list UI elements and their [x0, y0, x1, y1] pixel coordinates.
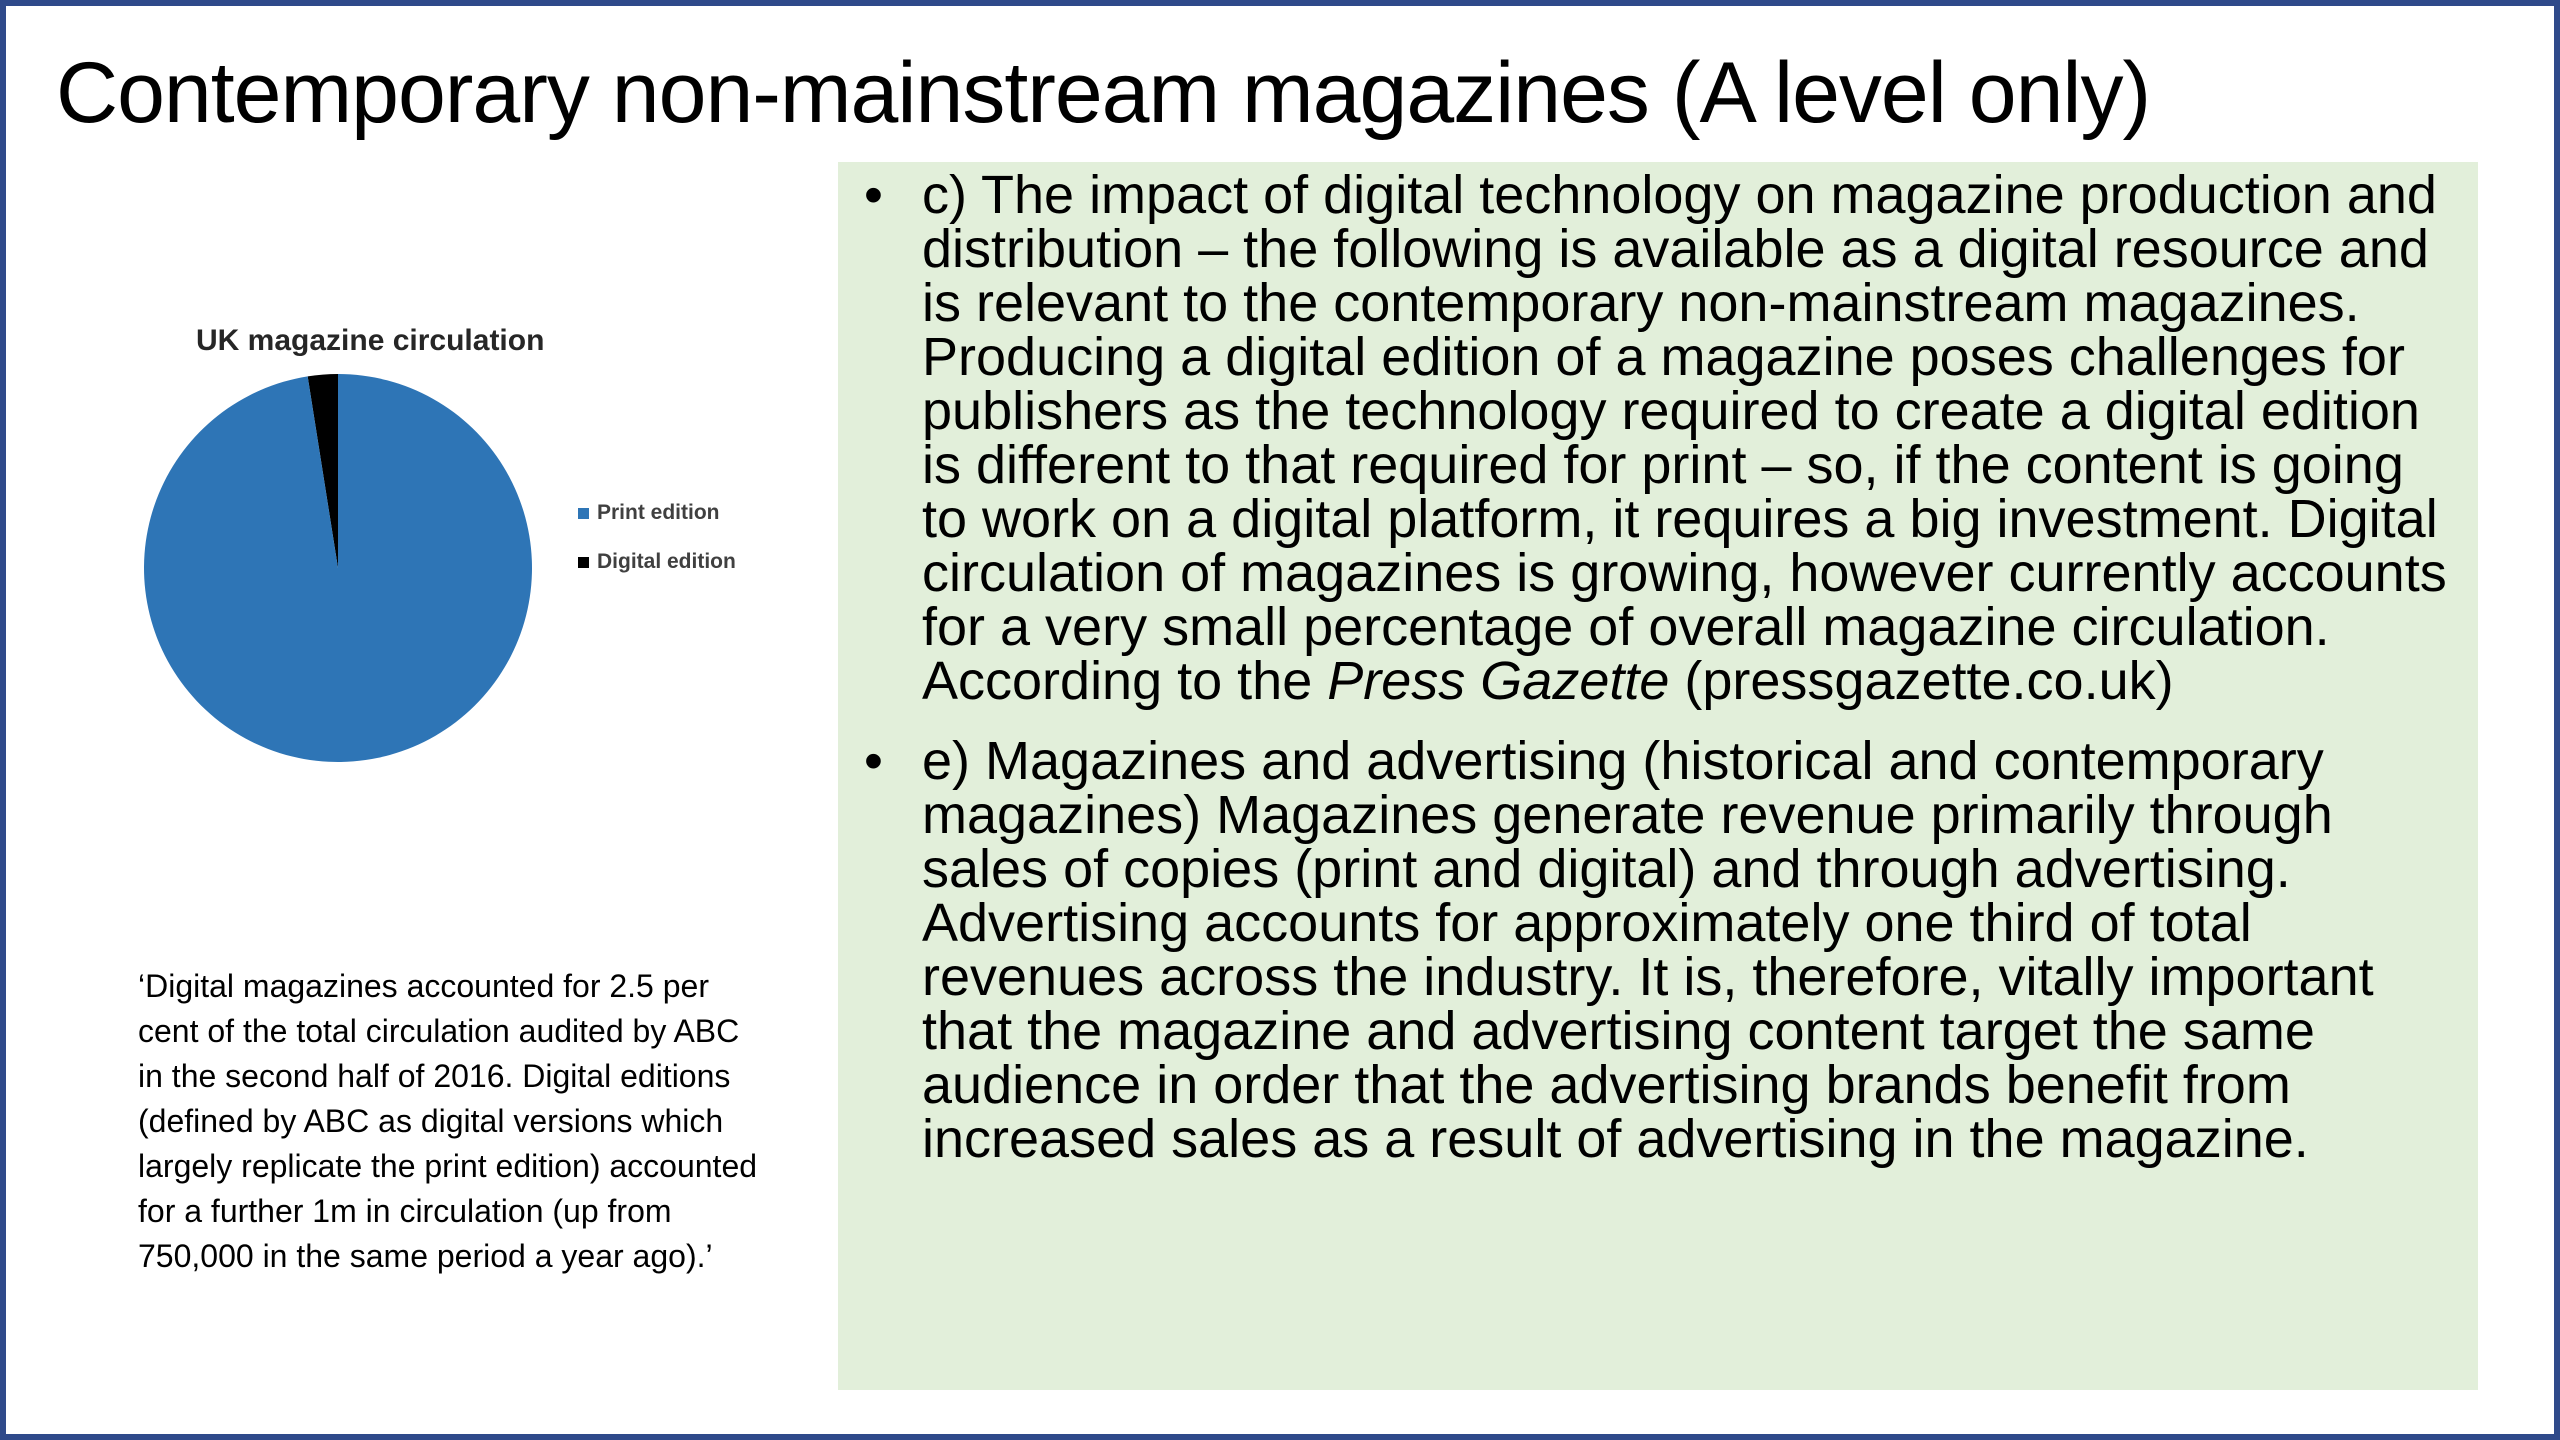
- slide-title: Contemporary non-mainstream magazines (A level only): [56, 45, 2151, 141]
- bullet-dot: •: [864, 731, 883, 791]
- legend-item-digital: [578, 547, 736, 577]
- bullet-advertising: [854, 731, 2458, 1169]
- legend-swatch-print: [578, 508, 589, 519]
- chart-legend: [578, 498, 736, 596]
- content-box: [838, 162, 2478, 1390]
- chart-title: UK magazine circulation: [196, 324, 545, 357]
- legend-item-print: [578, 498, 736, 528]
- quote-text: ‘Digital magazines accounted for 2.5 per cent of the total circulation audited by ABC in the second half of 2016. Digital editions (defined by ABC as digital versions which largely replicate the print edition) accounted for a further 1m in circulation (up from 750,000 in the same period a year ago).’: [138, 968, 758, 1274]
- legend-label-print: Print edition: [597, 501, 720, 524]
- pie-chart: [116, 306, 796, 806]
- bullet-text: e) Magazines and advertising (historical and contemporary magazines) Magazines generate revenue primarily through sales of copies (print and digital) and through advertising. Advertising accounts for approximately one third of total revenues across the industry. It is, therefore, vitally important that the magazine and advertising content target the same audience in order that the advertising brands benefit from increased sales as a result of advertising in the magazine.: [922, 731, 2374, 1169]
- bullet-text: c) The impact of digital technology on magazine production and distribution – the following is available as a digital resource and is relevant to the contemporary non-mainstream magazines. Producing a digital edition of a magazine poses challenges for publishers as the technology required to create a digital edition is different to that required for print – so, if the content is going to work on a digital platform, it requires a big investment. Digital circulation of magazines is growing, however currently accounts for a very small percentage of overall magazine circulation. According to the: [922, 165, 2447, 711]
- legend-label-digital: Digital edition: [597, 550, 736, 573]
- bullet-digital-technology: [854, 165, 2458, 711]
- bullet-dot: •: [864, 165, 883, 225]
- bullet-text-tail: (pressgazette.co.uk): [1669, 651, 2174, 711]
- publication-name: Press Gazette: [1327, 651, 1670, 711]
- legend-swatch-digital: [578, 557, 589, 568]
